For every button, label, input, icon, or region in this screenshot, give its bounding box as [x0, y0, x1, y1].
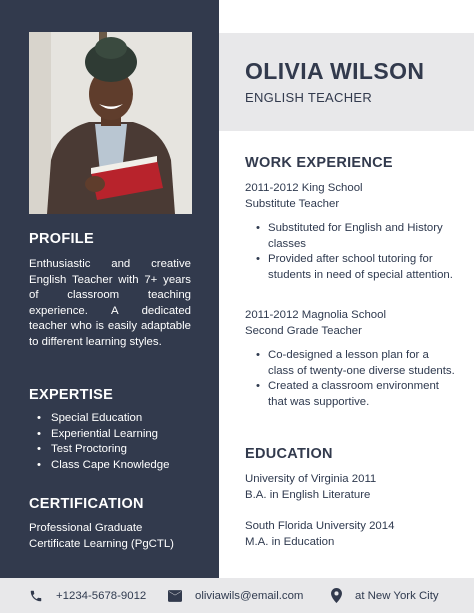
phone-number: +1234-5678-9012	[56, 589, 147, 602]
profile-photo	[29, 32, 192, 214]
job-bullets	[245, 221, 455, 283]
list-item: • Created a classroom environment that was supportive.	[245, 379, 455, 410]
education-line: University of Virginia 2011	[245, 473, 377, 485]
contact-email[interactable]	[168, 578, 303, 613]
contact-phone[interactable]	[29, 578, 146, 613]
list-item: • Test Proctoring	[29, 442, 209, 458]
certification-text	[29, 521, 209, 553]
job-line: Second Grade Teacher	[245, 325, 362, 337]
expertise-list	[29, 411, 209, 473]
contact-footer	[0, 578, 474, 613]
education-heading: EDUCATION	[245, 446, 333, 462]
map-pin-icon	[331, 588, 355, 603]
page-title: OLIVIA WILSON	[245, 58, 425, 84]
list-item: • Class Cape Knowledge	[29, 458, 209, 474]
name-header	[219, 33, 474, 131]
location-text: at New York City	[355, 589, 439, 602]
education-line: B.A. in English Literature	[245, 489, 371, 501]
job-line: Substitute Teacher	[245, 198, 340, 210]
list-item: • Experiential Learning	[29, 427, 209, 443]
job-bullets	[245, 348, 455, 410]
job-line: 2011-2012 King School	[245, 182, 363, 194]
list-item: • Co-designed a lesson plan for a class of twenty-one diverse students.	[245, 348, 455, 379]
education-line: South Florida University 2014	[245, 520, 395, 532]
education-line: M.A. in Education	[245, 536, 335, 548]
list-item: • Substituted for English and History classes	[245, 221, 455, 252]
job-line: 2011-2012 Magnolia School	[245, 309, 387, 321]
expertise-heading: EXPERTISE	[29, 387, 114, 403]
profile-heading: PROFILE	[29, 231, 94, 247]
list-item: • Provided after school tutoring for students in need of special attention.	[245, 252, 455, 283]
certification-heading: CERTIFICATION	[29, 496, 144, 512]
work-experience-heading: WORK EXPERIENCE	[245, 155, 393, 171]
job-title: ENGLISH TEACHER	[245, 90, 373, 105]
envelope-icon	[168, 590, 195, 602]
profile-text: Enthusiastic and creative English Teacher with 7+ years of classroom teaching experience. A dedicated teacher who is easily adaptable to different learning styles.	[29, 258, 191, 348]
certification-line: Certificate Learning (PgCTL)	[29, 537, 174, 550]
phone-icon	[29, 589, 56, 603]
list-item: • Special Education	[29, 411, 209, 427]
email-address: oliviawils@email.com	[195, 589, 304, 602]
certification-line: Professional Graduate	[29, 522, 143, 534]
contact-location[interactable]	[331, 578, 439, 613]
